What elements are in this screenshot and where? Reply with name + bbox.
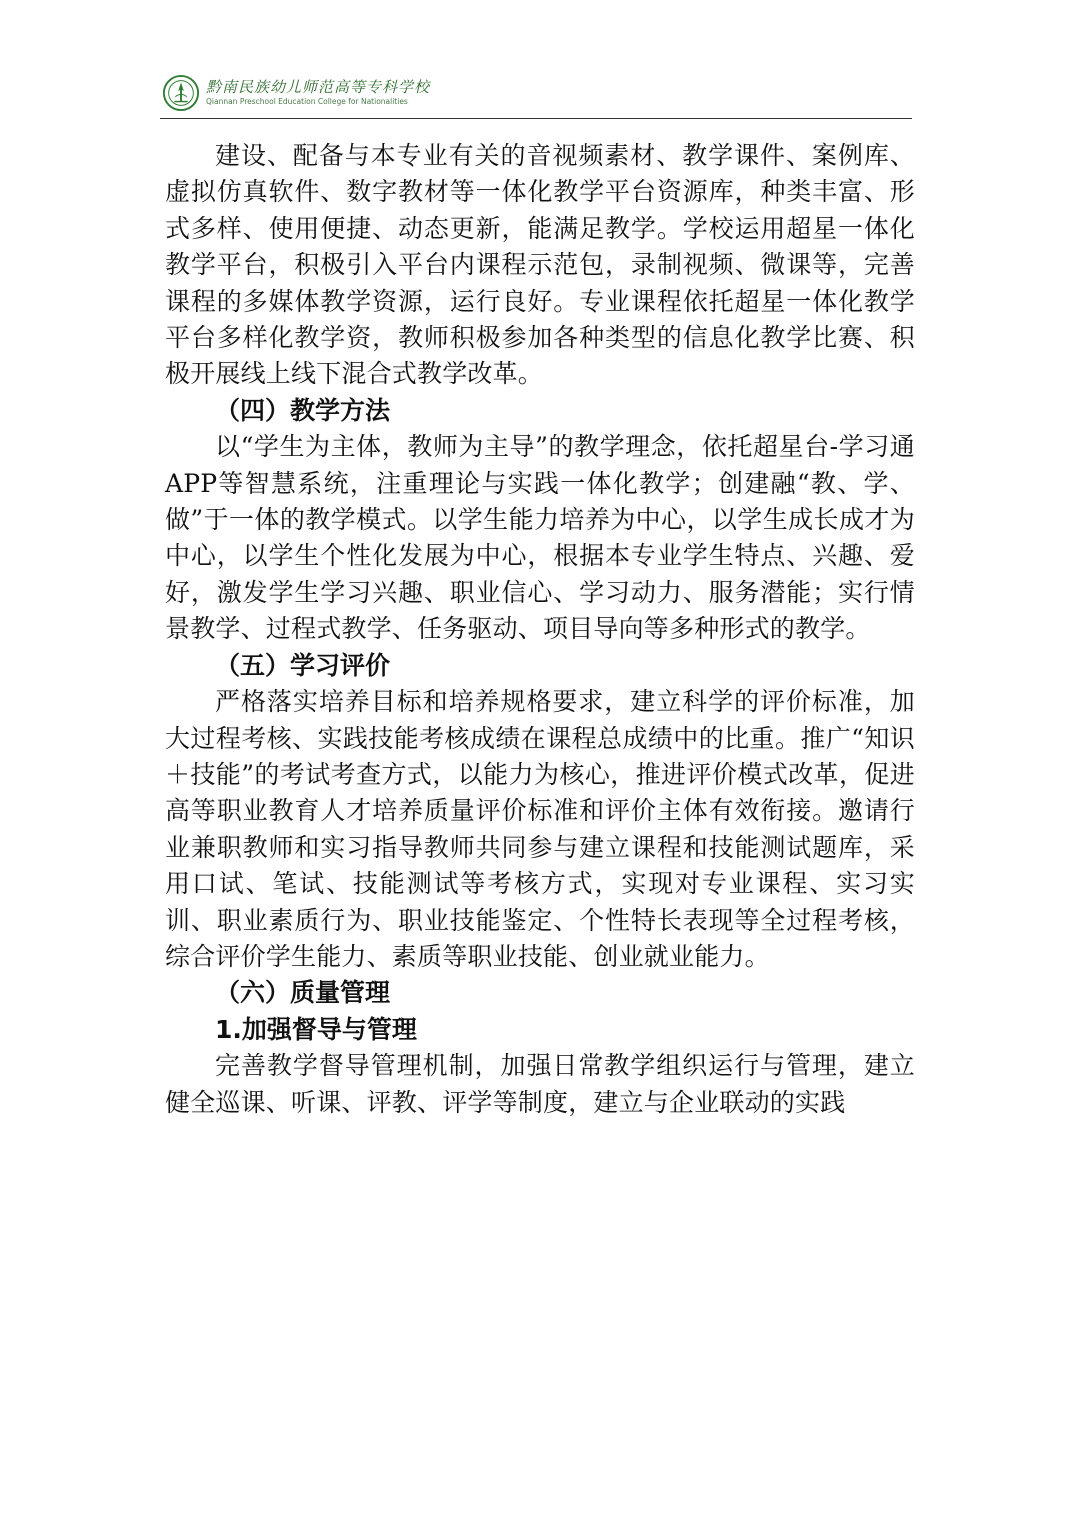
heading-teaching-methods: （四）教学方法	[215, 395, 391, 425]
paragraph-learning-evaluation: 严格落实培养目标和培养规格要求，建立科学的评价标准，加大过程考核、实践技能考核成绩在课程总成绩中的比重。推广“知识＋技能”的考试考查方式，以能力为核心，推进评价模式改革，促进高等职业教育人才培养质量评价标准和评价主体有效衔接。邀请行业兼职教师和实习指导教师共同参与建立课程和技能测试题库，采用口试、笔试、技能测试等考核方式，实现对专业课程、实习实训、职业素质行为、职业技能鉴定、个性特长表现等全过程考核，综合评价学生能力、素质等职业技能、创业就业能力。	[165, 687, 915, 971]
paragraph-resources: 建设、配备与本专业有关的音视频素材、教学课件、案例库、虚拟仿真软件、数字教材等一体化教学平台资源库，种类丰富、形式多样、使用便捷、动态更新，能满足教学。学校运用超星一体化教学平台，积极引入平台内课程示范包，录制视频、微课等，完善课程的多媒体教学资源，运行良好。专业课程依托超星一体化教学平台多样化教学资，教师积极参加各种类型的信息化教学比赛、积极开展线上线下混合式教学改革。	[165, 141, 915, 389]
college-name-english: Qiannan Preschool Education College for Nationalities	[206, 97, 408, 106]
college-name-logo: 黔南民族幼儿师范高等专科学校	[206, 78, 431, 96]
heading-learning-evaluation: （五）学习评价	[215, 650, 391, 680]
paragraph-teaching-methods: 以“学生为主体，教师为主导”的教学理念，依托超星台-学习通 APP等智慧系统，注重理论与实践一体化教学；创建融“教、学、做”于一体的教学模式。以学生能力培养为中心，以学生成长成才为中心，以学生个性化发展为中心，根据本专业学生特点、兴趣、爱好，激发学生学习兴趣、职业信心、学习动力、服务潜能；实行情景教学、过程式教学、任务驱动、项目导向等多种形式的教学。	[165, 432, 915, 644]
heading-quality-management: （六）质量管理	[215, 978, 391, 1008]
heading-supervision: 1.加强督导与管理	[215, 1014, 417, 1044]
college-seal-icon	[162, 74, 200, 112]
paragraph-supervision: 完善教学督导管理机制，加强日常教学组织运行与管理，建立健全巡课、听课、评教、评学等制度，建立与企业联动的实践	[165, 1051, 915, 1117]
document-body	[165, 138, 915, 1121]
page-header	[160, 72, 912, 118]
header-divider	[160, 118, 912, 119]
